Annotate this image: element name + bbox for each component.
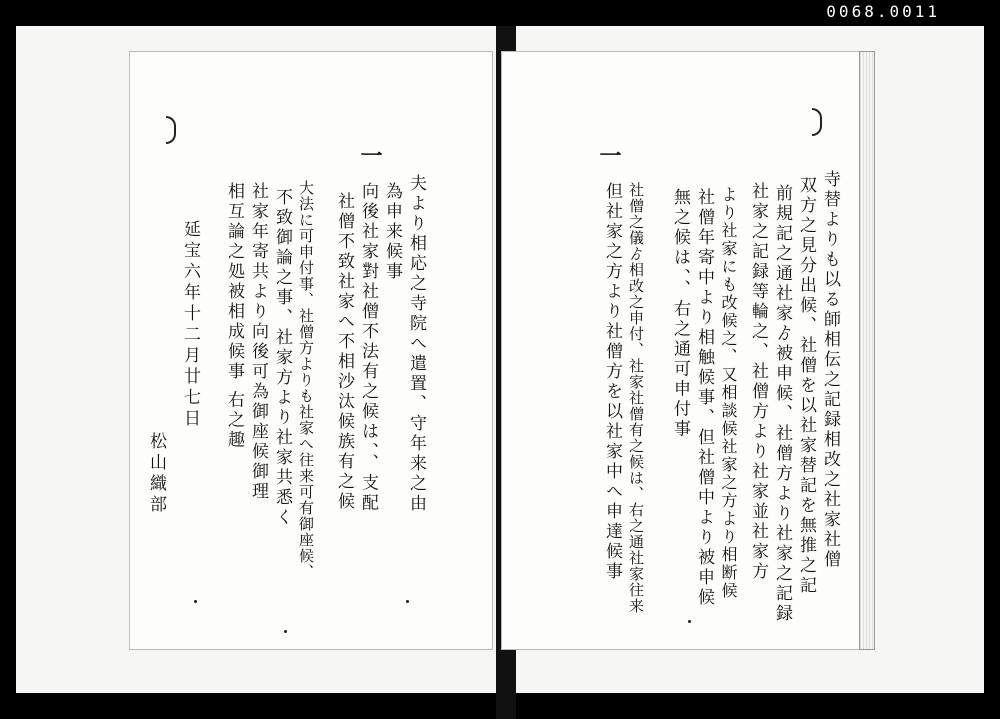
text-column: 社家年寄共より向後可為御座候御理 — [248, 182, 268, 502]
text-column: 双方之見分出候、社僧を以社家替記を無推之記 — [796, 176, 816, 596]
document-date: 延宝六年十二月廿七日 — [180, 220, 200, 430]
text-column: 但社家之方より社僧方を以社家中へ申達候事 — [602, 182, 622, 582]
text-column: 社僧之儀ゟ相改之申付、社家社僧有之候は、右之通社家往来 — [627, 182, 645, 614]
text-column: 為申来候事 — [382, 182, 402, 282]
page-dot — [194, 600, 197, 603]
text-column: 不致御論之事、社家方より社家共悉く — [272, 188, 292, 528]
text-column: 相互論之処被相成候事 右之趣 — [224, 182, 244, 451]
text-column: 社家之記録等輪之、社僧方より社家並社家方 — [748, 182, 768, 582]
text-column: 前規記之通社家ゟ被申候、社僧方より社家之記録 — [772, 184, 792, 624]
frame-number: 0068.0011 — [826, 2, 940, 21]
text-column: 向後社家對社僧不法有之候は、、支配 — [358, 182, 378, 514]
binding-mark-icon — [166, 116, 176, 144]
text-column: 寺替よりも以る師相伝之記録相改之社家社僧 — [820, 170, 840, 570]
right-page — [502, 52, 860, 649]
signature: 松山織部 — [146, 432, 166, 516]
left-page — [130, 52, 492, 649]
text-column: 社僧年寄中より相触候事、但社僧中より被申候 — [694, 188, 714, 608]
page-dot — [284, 630, 287, 633]
page-edge — [860, 52, 874, 649]
text-column: 無之候は、、右之通可申付事 — [670, 188, 690, 440]
binding-mark-icon — [812, 108, 822, 136]
page-dot — [406, 600, 409, 603]
item-mark: 一 — [357, 144, 383, 166]
text-column: 大法に可申付事、社僧方よりも社家へ往来可有御座候、 — [297, 180, 315, 580]
page-dot — [688, 620, 691, 623]
text-column: より社家にも改候之、又相談候社家之方より相断候 — [719, 186, 738, 600]
text-column: 夫より相応之寺院へ遣置、守年来之由 — [406, 174, 426, 514]
item-mark: 一 — [596, 144, 622, 166]
text-column: 社僧不致社家へ不相沙汰候族有之候 — [334, 192, 354, 512]
